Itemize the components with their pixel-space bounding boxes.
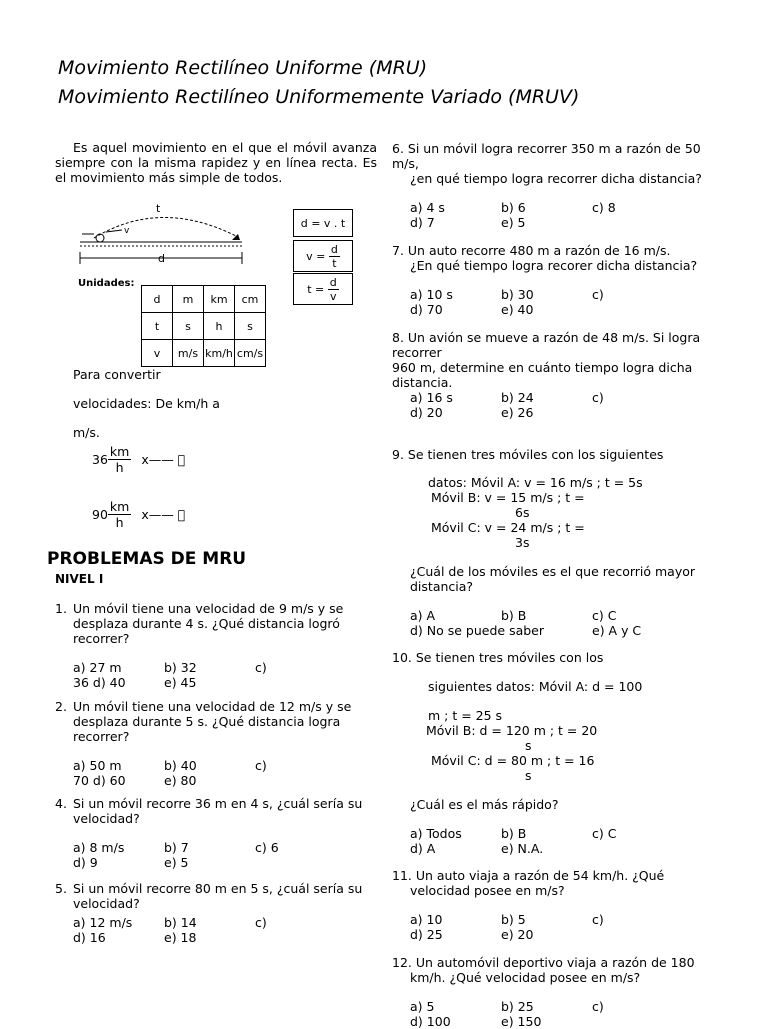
section-title: PROBLEMAS DE MRU xyxy=(47,549,247,569)
movil-c-time: 3s xyxy=(515,535,530,550)
convert-value: 36 xyxy=(92,452,108,467)
problem-text: 7. Un auto recorre 480 m a razón de 16 m/s. xyxy=(392,243,671,258)
problem-7: 7. Un auto recorre 480 m a razón de 16 m/s. ¿En qué tiempo logra recorer dicha distancia? a) 10 s b) 30 c) d) 70 e) 40 xyxy=(392,243,722,317)
motion-diagram xyxy=(76,200,246,270)
formula-velocity xyxy=(293,240,353,272)
movil-a: siguientes datos: Móvil A: d = 100 xyxy=(428,679,643,694)
problem-11: 11. Un auto viaja a razón de 54 km/h. ¿Qué velocidad posee en m/s? a) 10 b) 5 c) d) 25 e) 20 xyxy=(392,868,722,942)
convert-example-90 xyxy=(92,499,185,530)
level-label: NIVEL I xyxy=(55,572,104,586)
problem-text: Un móvil tiene una velocidad de 12 m/s y se desplaza durante 5 s. ¿Qué distancia logra recorrer? xyxy=(73,699,352,744)
movil-c-unit: s xyxy=(525,768,532,783)
units-label: Unidades: xyxy=(78,278,135,289)
problem-number: 1. xyxy=(55,601,67,616)
unit-num: km xyxy=(109,499,130,514)
formula-distance: d = v . t xyxy=(293,209,353,237)
problem-text: 9. Se tienen tres móviles con los siguientes xyxy=(392,447,664,462)
problem-text: 6. Si un móvil logra recorrer 350 m a razón de 50 m/s, xyxy=(392,141,701,171)
unit-den: h xyxy=(115,515,124,530)
problem-10: 10. Se tienen tres móviles con los siguientes datos: Móvil A: d = 100 m ; t = 25 s Móvil B: d = 120 m ; t = 20 s Móvil C: d = 80 m ; t = 16 s ¿Cuál es el más rápido? a) Todos b) B c) C d) A e) N.A. xyxy=(392,650,722,856)
problem-number: 4. xyxy=(55,796,67,811)
problem-text: 11. Un auto viaja a razón de 54 km/h. ¿Qué xyxy=(392,868,665,883)
convert-line-1: Para convertir xyxy=(73,367,161,382)
problem-text: Un móvil tiene una velocidad de 9 m/s y se desplaza durante 4 s. ¿Qué distancia logró recorrer? xyxy=(73,601,344,646)
diagram-v-label: v xyxy=(124,226,130,236)
movil-a-cont: m ; t = 25 s xyxy=(428,708,503,723)
problem-text: ¿en qué tiempo logra recorrer dicha distancia? xyxy=(410,171,702,186)
problem-text: Si un móvil recorre 36 m en 4 s, ¿cuál sería su velocidad? xyxy=(73,796,363,826)
movil-b: Móvil B: d = 120 m ; t = 20 xyxy=(426,723,598,738)
movil-b: Móvil B: v = 15 m/s ; t = xyxy=(431,490,585,505)
problem-9: 9. Se tienen tres móviles con los siguientes datos: Móvil A: v = 16 m/s ; t = 5s Móvil B: v = 15 m/s ; t = 6s Móvil C: v = 24 m/s ; t = 3s ¿Cuál de los móviles es el que recorrió mayor distancia? a) A b) B c) C d) No se puede saber e) A y C xyxy=(392,447,722,638)
diagram-t-label: t xyxy=(156,202,161,215)
convert-line-2: velocidades: De km/h a xyxy=(73,396,220,411)
problem-8: 8. Un avión se mueve a razón de 48 m/s. Si logra recorrer 960 m, determine en cuánto tiempo logra dicha distancia. a) 16 s b) 24 c) d) 20 e) 26 xyxy=(392,330,722,420)
problem-text: ¿En qué tiempo logra recorer dicha distancia? xyxy=(410,258,698,273)
problem-text: 12. Un automóvil deportivo viaja a razón de 180 xyxy=(392,955,695,970)
title-mruv: Movimiento Rectilíneo Uniformemente Variado (MRUV) xyxy=(58,86,580,108)
problem-1: 1. Un móvil tiene una velocidad de 9 m/s y se desplaza durante 4 s. ¿Qué distancia logró recorrer? a) 27 m b) 32 c) 36 d) 40 e) 45 xyxy=(55,601,375,690)
convert-value: 90 xyxy=(92,507,108,522)
convert-example-36 xyxy=(92,444,185,475)
movil-b-time: 6s xyxy=(515,505,530,520)
problem-text: km/h. ¿Qué velocidad posee en m/s? xyxy=(410,970,641,985)
movil-c: Móvil C: v = 24 m/s ; t = xyxy=(431,520,585,535)
formula-time xyxy=(293,273,353,305)
problem-text: Si un móvil recorre 80 m en 5 s, ¿cuál sería su velocidad? xyxy=(73,881,363,911)
problem-text: 960 m, determine en cuánto tiempo logra dicha distancia. xyxy=(392,360,693,390)
problem-number: 2. xyxy=(55,699,67,714)
formula-v-den: t xyxy=(332,256,337,270)
problem-question: ¿Cuál de los móviles es el que recorrió mayor distancia? xyxy=(410,564,696,594)
problem-12: 12. Un automóvil deportivo viaja a razón de 180 km/h. ¿Qué velocidad posee en m/s? a) 5 b) 25 c) d) 100 e) 150 xyxy=(392,955,722,1029)
problem-2: 2. Un móvil tiene una velocidad de 12 m/s y se desplaza durante 5 s. ¿Qué distancia logra recorrer? a) 50 m b) 40 c) 70 d) 60 e) 80 xyxy=(55,699,375,788)
formula-t-den: v xyxy=(330,289,337,303)
moving-object-icon xyxy=(96,234,104,242)
formula-t-num: d xyxy=(329,275,337,289)
formula-v-lhs: v = xyxy=(306,249,326,263)
movil-c: Móvil C: d = 80 m ; t = 16 xyxy=(431,753,595,768)
convert-arrow: x—— ⃞ xyxy=(141,452,186,467)
problem-number: 5. xyxy=(55,881,67,896)
intro-paragraph: Es aquel movimiento en el que el móvil avanza siempre con la misma rapidez y en línea recta. Es el movimiento más simple de todos. xyxy=(55,140,377,185)
diagram-d-label: d xyxy=(158,252,165,265)
convert-line-3: m/s. xyxy=(73,425,100,440)
unit-den: h xyxy=(115,460,124,475)
problem-5: 5. Si un móvil recorre 80 m en 5 s, ¿cuál sería su velocidad? a) 12 m/s b) 14 c) d) 16 e) 18 xyxy=(55,881,375,945)
problem-text: 8. Un avión se mueve a razón de 48 m/s. Si logra recorrer xyxy=(392,330,701,360)
problem-text: 10. Se tienen tres móviles con los xyxy=(392,650,604,665)
title-mru: Movimiento Rectilíneo Uniforme (MRU) xyxy=(58,57,428,79)
problem-4: 4. Si un móvil recorre 36 m en 4 s, ¿cuál sería su velocidad? a) 8 m/s b) 7 c) 6 d) 9 e) 5 xyxy=(55,796,375,870)
movil-b-unit: s xyxy=(525,738,532,753)
formula-v-num: d xyxy=(330,242,338,256)
movil-a: datos: Móvil A: v = 16 m/s ; t = 5s xyxy=(428,475,643,490)
unit-num: km xyxy=(109,444,130,459)
problem-question: ¿Cuál es el más rápido? xyxy=(410,797,559,812)
convert-arrow: x—— ⃞ xyxy=(141,507,186,522)
problem-6: 6. Si un móvil logra recorrer 350 m a razón de 50 m/s, ¿en qué tiempo logra recorrer dicha distancia? a) 4 s b) 6 c) 8 d) 7 e) 5 xyxy=(392,141,722,230)
problem-text: velocidad posee en m/s? xyxy=(410,883,565,898)
units-table: d m km cm t s h s v m/s km/h cm/s xyxy=(141,285,266,367)
formula-t-lhs: t = xyxy=(307,282,325,296)
